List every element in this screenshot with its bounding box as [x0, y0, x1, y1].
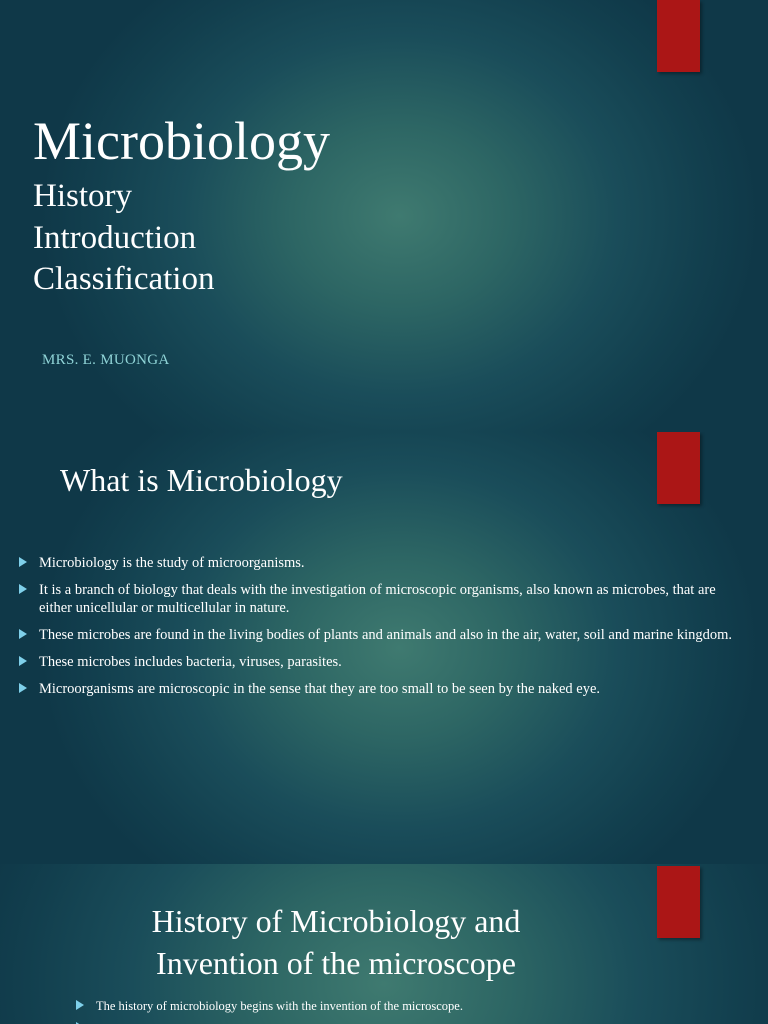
bullet-text: The history of microbiology begins with the invention of the microscope.	[96, 999, 463, 1013]
bullet-text: These microbes are found in the living bodies of plants and animals and also in the air, water, soil and marine kingdom.	[39, 627, 733, 643]
triangle-bullet-icon	[19, 656, 27, 666]
slide-main-title: Microbiology	[33, 111, 330, 171]
bullet-text: These microbes includes bacteria, viruses, parasites.	[39, 654, 342, 670]
author-name: MRS. E. MUONGA	[42, 352, 170, 368]
list-item	[17, 581, 747, 617]
slide-heading	[0, 900, 672, 984]
list-item	[17, 653, 747, 671]
subtitle-history: History	[33, 178, 132, 214]
subtitle-introduction: Introduction	[33, 220, 197, 256]
triangle-bullet-icon	[19, 584, 27, 594]
list-item	[74, 997, 674, 1015]
subtitle-classification: Classification	[33, 261, 215, 297]
bullet-text: Microorganisms are microscopic in the sense that they are too small to be seen by the naked eye.	[39, 681, 601, 697]
bullet-text: It is a branch of biology that deals with the investigation of microscopic organisms, also known as microbes, that are either unicellular or multicellular in nature.	[39, 582, 716, 616]
list-item	[17, 554, 747, 572]
slide-history-of-microbiology	[0, 864, 768, 1024]
bullet-list	[74, 997, 674, 1024]
red-accent-tab	[657, 432, 700, 504]
bullet-list	[17, 554, 747, 707]
slide-what-is-microbiology	[0, 432, 768, 864]
triangle-bullet-icon	[19, 683, 27, 693]
heading-line-1: History of Microbiology and	[151, 903, 521, 939]
red-accent-tab	[657, 0, 700, 72]
triangle-bullet-icon	[19, 629, 27, 639]
list-item	[17, 626, 747, 644]
bullet-text: Microbiology is the study of microorganisms.	[39, 555, 305, 571]
triangle-bullet-icon	[76, 1000, 84, 1010]
list-item	[74, 1019, 674, 1024]
heading-line-2: Invention of the microscope	[156, 945, 516, 981]
slide-title	[0, 0, 768, 432]
slide-heading: What is Microbiology	[60, 462, 343, 498]
triangle-bullet-icon	[19, 557, 27, 567]
list-item	[17, 680, 747, 698]
